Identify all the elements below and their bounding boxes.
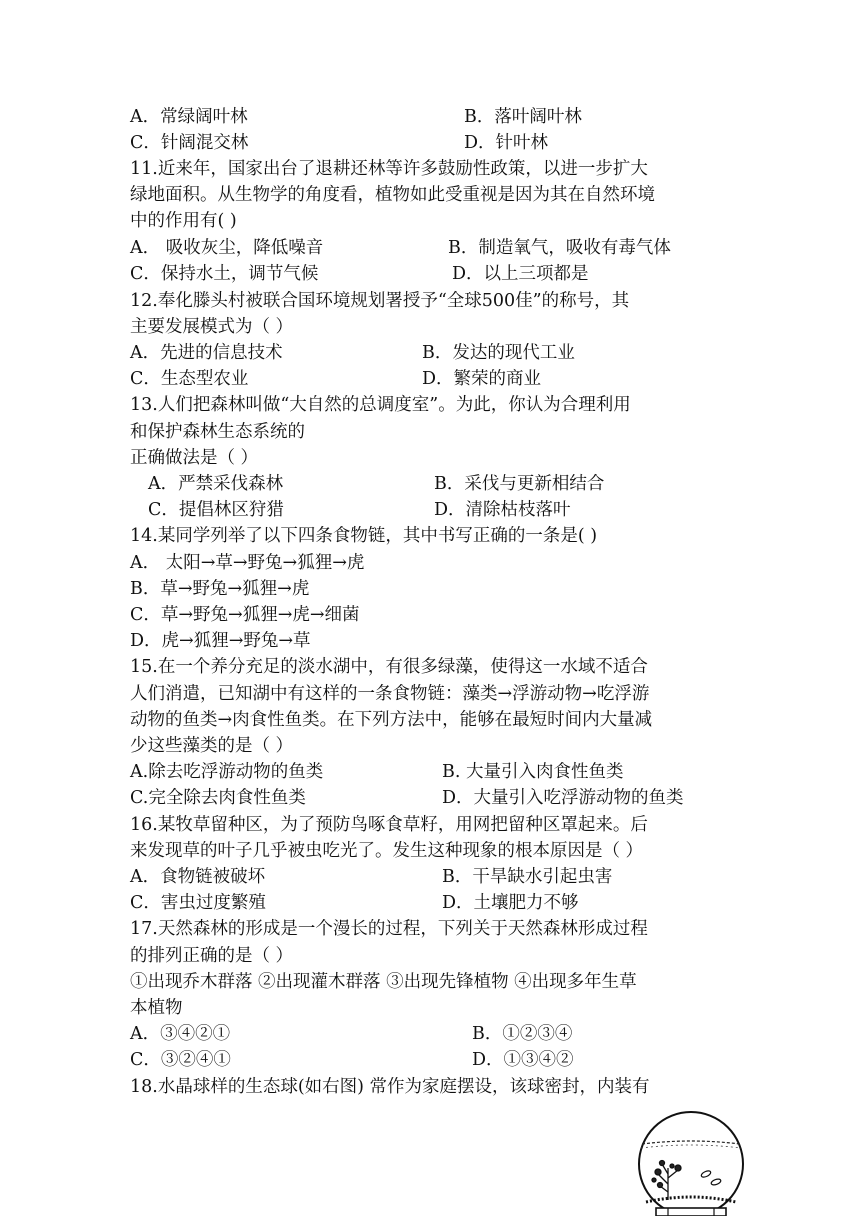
q12-options-row-2 (130, 366, 542, 392)
q11-stem-line-3: 中的作用有( ) (130, 211, 237, 231)
q13-option-a: A．严禁采伐森林 (148, 474, 284, 494)
q12-option-a: A．先进的信息技术 (130, 343, 283, 363)
q14-option-d: D．虎→狐狸→野兔→草 (130, 631, 311, 651)
q17-stem-line-3: ①出现乔木群落 ②出现灌木群落 ③出现先锋植物 ④出现多年生草 (130, 972, 637, 992)
q15-stem-line-2: 人们消遣，已知湖中有这样的一条食物链：藻类→浮游动物→吃浮游 (130, 684, 650, 704)
q14-option-c: C．草→野兔→狐狸→虎→细菌 (130, 605, 360, 625)
q11-option-b: B．制造氧气，吸收有毒气体 (448, 238, 671, 258)
q15-option-d: D．大量引入吃浮游动物的鱼类 (442, 788, 684, 808)
q12-option-d: D．繁荣的商业 (422, 369, 542, 389)
q10-options-row-2 (130, 130, 549, 156)
q15-stem-line-1: 15.在一个养分充足的淡水湖中，有很多绿藻，使得这一水域不适合 (130, 657, 648, 677)
q17-stem-line-4: 本植物 (130, 998, 183, 1018)
q11-option-a: A． 吸收灰尘，降低噪音 (130, 238, 324, 258)
q12-option-b: B．发达的现代工业 (422, 343, 575, 363)
q17-option-b: B．①②③④ (472, 1024, 573, 1044)
q10-option-d: D．针叶林 (464, 133, 549, 153)
q11-stem-line-1: 11.近来年，国家出台了退耕还林等许多鼓励性政策，以进一步扩大 (130, 159, 648, 179)
q15-option-a: A.除去吃浮游动物的鱼类 (130, 762, 324, 782)
q10-options-row-1 (130, 104, 582, 130)
q12-stem-line-2: 主要发展模式为（ ） (130, 317, 294, 337)
q15-stem-line-3: 动物的鱼类→肉食性鱼类。在下列方法中，能够在最短时间内大量减 (130, 710, 653, 730)
q15-option-c: C.完全除去肉食性鱼类 (130, 788, 306, 808)
q16-stem-line-1: 16.某牧草留种区，为了预防鸟啄食草籽，用网把留种区罩起来。后 (130, 815, 648, 835)
q13-option-b: B．采伐与更新相结合 (434, 474, 605, 494)
q11-option-d: D．以上三项都是 (452, 264, 589, 284)
q13-option-d: D．清除枯枝落叶 (434, 500, 571, 520)
q17-stem-line-1: 17.天然森林的形成是一个漫长的过程，下列关于天然森林形成过程 (130, 919, 648, 939)
q16-option-a: A．食物链被破坏 (130, 867, 266, 887)
q13-stem-line-1: 13.人们把森林叫做“大自然的总调度室”。为此，你认为合理利用 (130, 395, 631, 415)
q12-options-row-1 (130, 340, 575, 366)
q10-option-b: B．落叶阔叶林 (464, 107, 582, 127)
q12-stem-line-1: 12.奉化滕头村被联合国环境规划署授予“全球500佳”的称号，其 (130, 291, 630, 311)
q12-option-c: C．生态型农业 (130, 369, 249, 389)
ecosphere-illustration (632, 1108, 750, 1216)
q11-stem-line-2: 绿地面积。从生物学的角度看，植物如此受重视是因为其在自然环境 (130, 185, 655, 205)
q10-option-c: C．针阔混交林 (130, 133, 249, 153)
q16-option-d: D．土壤肥力不够 (442, 893, 579, 913)
q13-stem-line-2: 和保护森林生态系统的 (130, 422, 305, 442)
q13-stem-line-3: 正确做法是（ ） (130, 448, 259, 468)
q18-stem-line-1: 18.水晶球样的生态球(如右图) 常作为家庭摆设，该球密封，内装有 (130, 1077, 650, 1097)
q15-option-b: B. 大量引入肉食性鱼类 (442, 762, 624, 782)
q16-options-row-2 (130, 890, 579, 916)
q15-stem-line-4: 少这些藻类的是（ ） (130, 736, 294, 756)
q11-options-row-1 (130, 235, 671, 261)
q15-options-row-2 (130, 785, 684, 811)
q11-option-c: C．保持水土，调节气候 (130, 264, 319, 284)
q16-stem-line-2: 来发现草的叶子几乎被虫吃光了。发生这种现象的根本原因是（ ） (130, 841, 644, 861)
q17-stem-line-2: 的排列正确的是（ ） (130, 946, 294, 966)
q16-option-c: C．害虫过度繁殖 (130, 893, 266, 913)
q11-options-row-2 (130, 261, 589, 287)
q14-stem-line-1: 14.某同学列举了以下四条食物链，其中书写正确的一条是( ) (130, 526, 598, 546)
q14-option-a: A． 太阳→草→野兔→狐狸→虎 (130, 553, 365, 573)
q17-options-row-2 (130, 1047, 574, 1073)
q17-option-c: C．③②④① (130, 1050, 231, 1070)
q13-option-c: C．提倡林区狩猎 (148, 500, 284, 520)
q13-options-row-2 (148, 497, 571, 523)
q14-option-b: B．草→野兔→狐狸→虎 (130, 579, 310, 599)
q13-options-row-1 (148, 471, 605, 497)
q17-option-d: D．①③④② (472, 1050, 574, 1070)
q17-option-a: A．③④②① (130, 1024, 231, 1044)
q15-options-row-1 (130, 759, 624, 785)
q16-option-b: B．干旱缺水引起虫害 (442, 867, 613, 887)
q10-option-a: A．常绿阔叶林 (130, 107, 248, 127)
q16-options-row-1 (130, 864, 613, 890)
q17-options-row-1 (130, 1021, 573, 1047)
